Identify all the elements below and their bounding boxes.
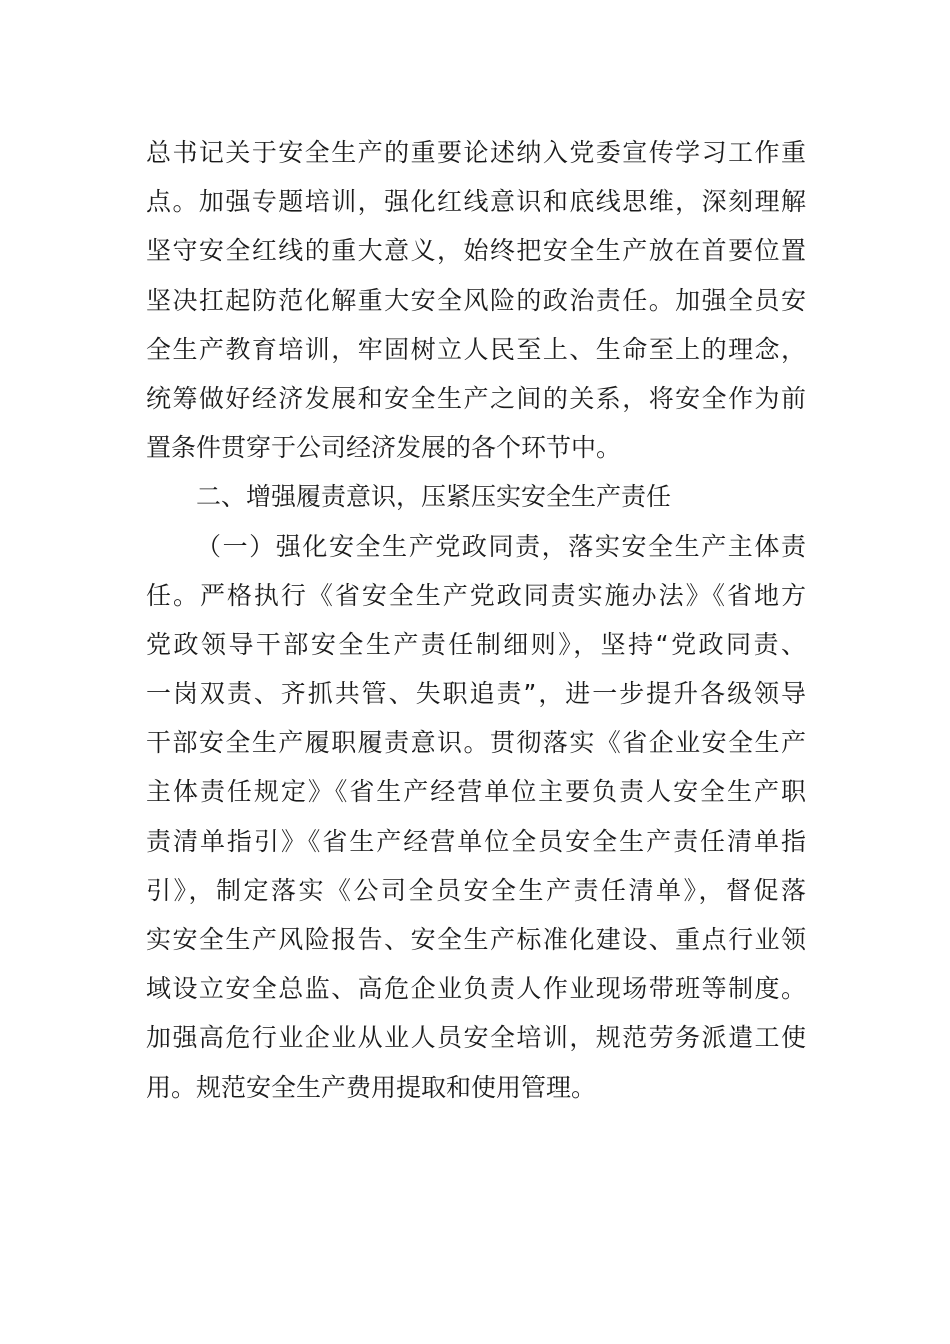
text-line: 干部安全生产履职履责意识。贯彻落实《省企业安全生产 (146, 728, 806, 758)
section-heading: 二、增强履责意识，压紧压实安全生产责任 (196, 482, 672, 512)
text-line: 统筹做好经济发展和安全生产之间的关系，将安全作为前 (146, 383, 806, 413)
text-line: 置条件贯穿于公司经济发展的各个环节中。 (146, 433, 622, 463)
text-line: 域设立安全总监、高危企业负责人作业现场带班等制度。 (146, 974, 806, 1004)
text-line: 一岗双责、齐抓共管、失职追责”，进一步提升各级领导 (146, 679, 806, 709)
text-line: 任。严格执行《省安全生产党政同责实施办法》《省地方 (146, 580, 806, 610)
text-line: 用。规范安全生产费用提取和使用管理。 (146, 1072, 597, 1102)
text-line: 坚守安全红线的重大意义，始终把安全生产放在首要位置 (146, 236, 806, 266)
text-line: 坚决扛起防范化解重大安全风险的政治责任。加强全员安 (146, 285, 806, 315)
text-line: 全生产教育培训，牢固树立人民至上、生命至上的理念， (146, 334, 806, 364)
text-line: 总书记关于安全生产的重要论述纳入党委宣传学习工作重 (146, 138, 806, 167)
text-line: 主体责任规定》《省生产经营单位主要负责人安全生产职 (146, 777, 806, 807)
text-line: 实安全生产风险报告、安全生产标准化建设、重点行业领 (146, 925, 806, 954)
text-line: 党政领导干部安全生产责任制细则》，坚持“党政同责、 (146, 629, 806, 659)
text-line: 点。加强专题培训，强化红线意识和底线思维，深刻理解 (146, 187, 806, 217)
text-line: 加强高危行业企业从业人员安全培训，规范劳务派遣工使 (146, 1023, 806, 1053)
subsection-heading-line: （一）强化安全生产党政同责，落实安全生产主体责 (196, 531, 806, 561)
text-line: 引》，制定落实《公司全员安全生产责任清单》，督促落 (146, 875, 806, 905)
text-line: 责清单指引》《省生产经营单位全员安全生产责任清单指 (146, 826, 806, 856)
document-body (146, 128, 806, 1112)
